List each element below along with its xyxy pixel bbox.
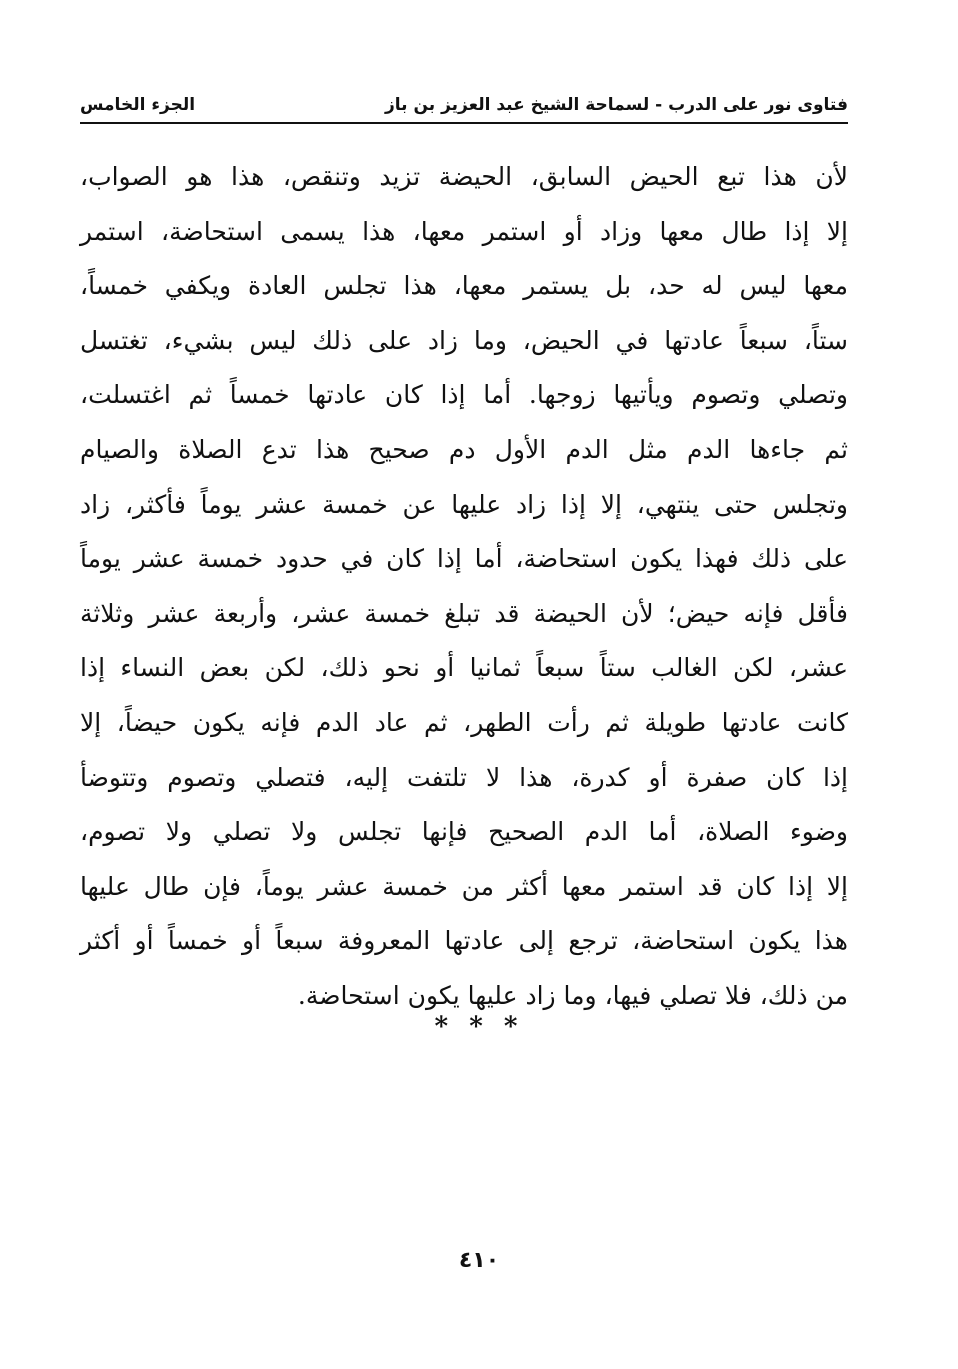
running-header: [80, 88, 848, 124]
text-line: هذا يكون استحاضة، ترجع إلى عادتها المعروفة سبعاً أو خمساً أو أكثر: [80, 926, 848, 956]
text-line: من ذلك، فلا تصلي فيها، وما زاد عليها يكون استحاضة.: [297, 980, 848, 1010]
text-line: على ذلك فهذا يكون استحاضة، أما إذا كان في حدود خمسة عشر يوماً: [80, 544, 848, 574]
book-title: فتاوى نور على الدرب - لسماحة الشيخ عبد العزيز بن باز: [385, 95, 848, 115]
text-line: معها ليس له حد، بل يستمر معها، هذا تجلس العادة ويكفي خمساً،: [80, 271, 848, 301]
text-line: إلا إذا طال معها وزاد أو استمر معها، هذا يسمى استحاضة، استمر: [80, 216, 848, 246]
text-line: ستاً، سبعاً عادتها في الحيض، وما زاد على ذلك ليس بشيء، تغتسل: [80, 325, 848, 355]
page-number: ٤١٠: [458, 1248, 500, 1273]
text-line: عشر، لكن الغالب ستاً سبعاً ثمانيا أو نحو ذلك، لكن بعض النساء إذا: [80, 653, 848, 683]
text-line: وتجلس حتى ينتهي، إلا إذا زاد عليها عن خمسة عشر يوماً فأكثر، زاد: [80, 489, 848, 519]
volume-label: الجزء الخامس: [80, 95, 196, 115]
text-line: فأقل فإنه حيض؛ لأن الحيضة قد تبلغ خمسة عشر، وأربعة عشر وثلاثة: [80, 598, 849, 628]
text-line: إذا كان صفرة أو كدرة، هذا لا تلتفت إليه، فتصلي وتصوم وتتوضأ: [80, 762, 848, 792]
text-line: لأن هذا تبع الحيض السابق، الحيضة تزيد وتنقص، هذا هو الصواب،: [80, 162, 848, 191]
text-line: ثم جاءها الدم مثل الدم الأول دم صحيح هذا تدع الصلاة والصيام: [80, 434, 848, 464]
text-line: وضوء الصلاة، أما الدم الصحيح فإنها تجلس ولا تصلي ولا تصوم،: [80, 817, 848, 847]
text-line: كانت عادتها طويلة ثم رأت الطهر، ثم عاد الدم فإنه يكون حيضاً، إلا: [80, 707, 848, 737]
fatwa-text: [80, 150, 848, 1024]
text-line: إلا إذا كان قد استمر معها أكثر من خمسة عشر يوماً، فإن طال عليها: [80, 871, 848, 901]
section-separator: * * *: [434, 1012, 524, 1042]
text-line: وتصلي وتصوم ويأتيها زوجها. أما إذا كان عادتها خمساً ثم اغتسلت،: [80, 380, 848, 410]
